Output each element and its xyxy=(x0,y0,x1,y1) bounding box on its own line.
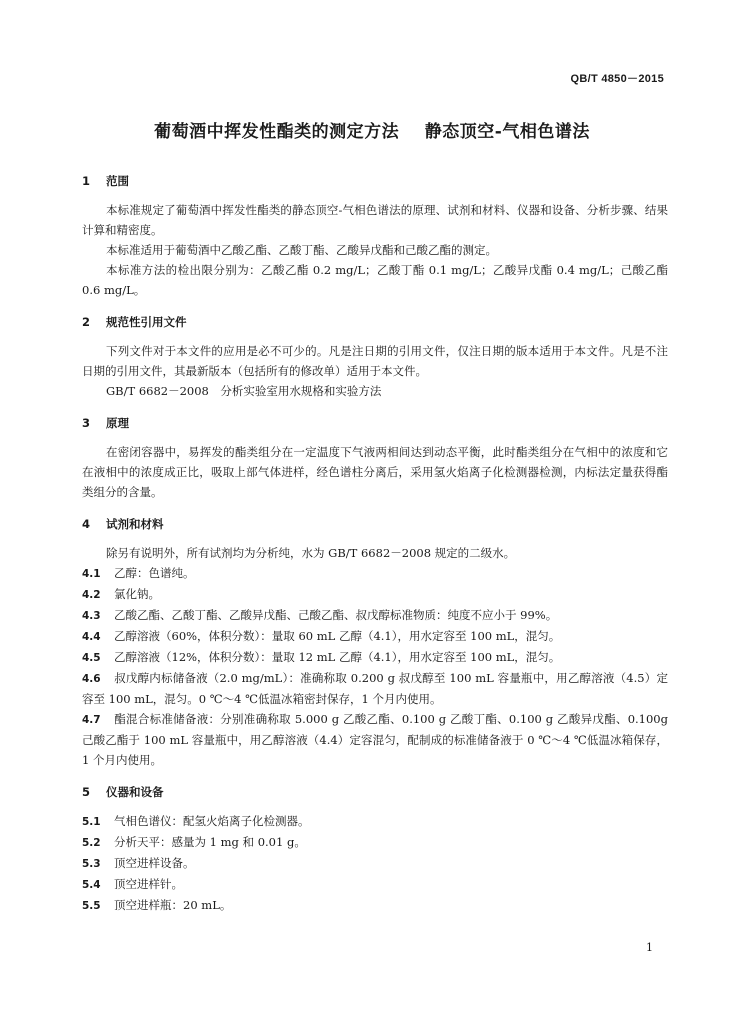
list-item: 4.4 乙醇溶液（60%，体积分数）：量取 60 mL 乙醇（4.1），用水定容至 100 mL，混匀。 xyxy=(82,629,561,643)
paragraph: 本标准规定了葡萄酒中挥发性酯类的静态顶空-气相色谱法的原理、试剂和材料、仪器和设备、分析步骤、结果计算和精密度。 xyxy=(82,203,668,237)
reference-entry: GB/T 6682－2008 分析实验室用水规格和实验方法 xyxy=(106,384,382,398)
section-heading: 1 范围 xyxy=(82,174,129,188)
section-heading: 2 规范性引用文件 xyxy=(82,315,187,329)
list-item: 5.3 顶空进样设备。 xyxy=(82,856,195,870)
paragraph: 本标准方法的检出限分别为：乙酸乙酯 0.2 mg/L；乙酸丁酯 0.1 mg/L；乙酸异戊酯 0.4 mg/L；己酸乙酯 0.6 mg/L。 xyxy=(82,263,668,297)
list-item: 5.5 顶空进样瓶：20 mL。 xyxy=(82,898,232,912)
paragraph: 除另有说明外，所有试剂均为分析纯，水为 GB/T 6682－2008 规定的二级水。 xyxy=(106,546,516,560)
document-body xyxy=(82,171,668,916)
list-item: 4.6 叔戊醇内标储备液（2.0 mg/mL）：准确称取 0.200 g 叔戊醇至 100 mL 容量瓶中，用乙醇溶液（4.5）定容至 100 mL，混匀。0 ℃～4 ℃低温冰箱密封保存，1 个月内使用。 xyxy=(82,671,668,706)
paragraph: 下列文件对于本文件的应用是必不可少的。凡是注日期的引用文件，仅注日期的版本适用于本文件。凡是不注日期的引用文件，其最新版本（包括所有的修改单）适用于本文件。 xyxy=(82,344,668,378)
paragraph: 本标准适用于葡萄酒中乙酸乙酯、乙酸丁酯、乙酸异戊酯和己酸乙酯的测定。 xyxy=(106,243,497,257)
list-item: 4.3 乙酸乙酯、乙酸丁酯、乙酸异戊酯、己酸乙酯、叔戊醇标准物质：纯度不应小于 99%。 xyxy=(82,608,558,622)
list-item: 5.4 顶空进样针。 xyxy=(82,877,183,891)
list-item: 4.5 乙醇溶液（12%，体积分数）：量取 12 mL 乙醇（4.1），用水定容至 100 mL，混匀。 xyxy=(82,650,561,664)
section-heading: 3 原理 xyxy=(82,416,129,430)
standard-code: QB/T 4850－2015 xyxy=(570,73,664,85)
list-item: 4.2 氯化钠。 xyxy=(82,587,160,601)
section-heading: 5 仪器和设备 xyxy=(82,785,164,799)
paragraph: 在密闭容器中，易挥发的酯类组分在一定温度下气液两相间达到动态平衡，此时酯类组分在气相中的浓度和它在液相中的浓度成正比，吸取上部气体进样，经色谱柱分离后，采用氢火焰离子化检测器检测，内标法定量获得酯类组分的含量。 xyxy=(82,445,668,499)
page-number: 1 xyxy=(646,941,653,954)
list-item: 5.2 分析天平：感量为 1 mg 和 0.01 g。 xyxy=(82,835,306,849)
list-item: 4.7 酯混合标准储备液：分别准确称取 5.000 g 乙酸乙酯、0.100 g 乙酸丁酯、0.100 g 乙酸异戊酯、0.100g 己酸乙酯于 100 mL 容量瓶中，用乙醇溶液（4.4）定容混匀，配制成的标准储备液于 0 ℃～4 ℃低温冰箱保存，1 个月内使用。 xyxy=(82,712,668,767)
list-item: 5.1 气相色谱仪：配氢火焰离子化检测器。 xyxy=(82,814,310,828)
document-title: 葡萄酒中挥发性酯类的测定方法 静态顶空-气相色谱法 xyxy=(154,122,590,142)
list-item: 4.1 乙醇：色谱纯。 xyxy=(82,566,195,580)
section-heading: 4 试剂和材料 xyxy=(82,517,164,531)
